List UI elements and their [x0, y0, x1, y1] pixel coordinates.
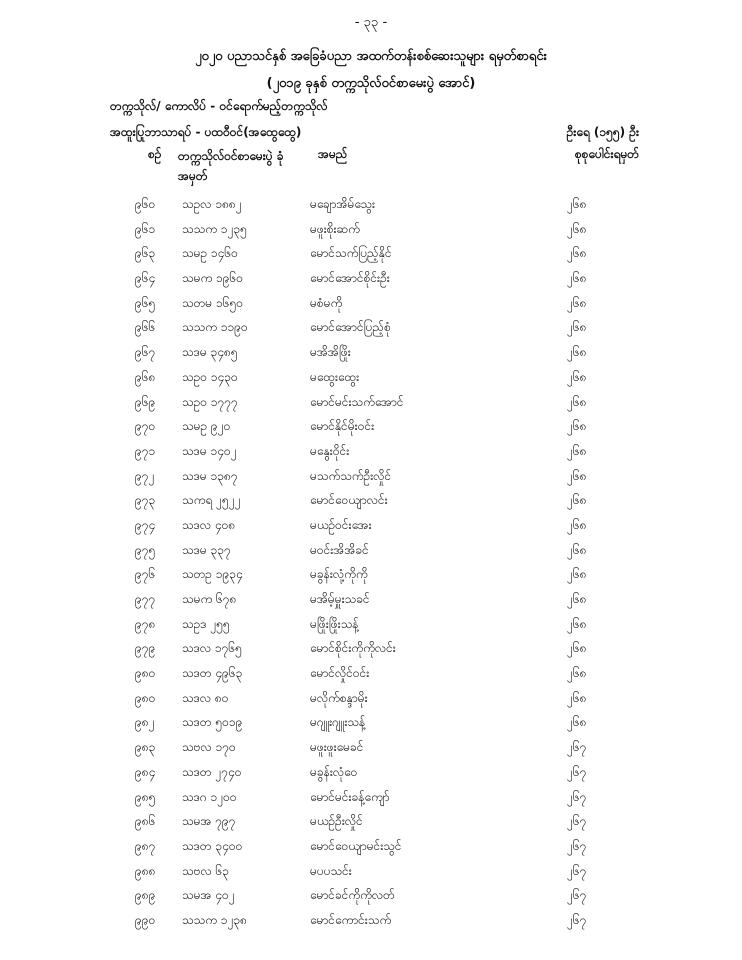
row-roll-number: သဥဝ ၁၇၇၇	[182, 394, 238, 409]
list-item	[0, 270, 742, 295]
row-name: မအိမ့်မှူးသခင်	[310, 592, 370, 606]
list-item	[0, 492, 742, 517]
row-score: ၂၆၈	[567, 517, 587, 532]
row-name: မဝင်းအိအိခင်	[310, 542, 369, 557]
header-name: အမည်	[318, 147, 348, 161]
list-item	[0, 863, 742, 888]
list-item	[0, 369, 742, 394]
row-roll-number: သဒတ ၃၄၀၀	[182, 838, 243, 853]
page-title: ၂၀၂၀ ပညာသင်နှစ် အခြေခံပညာ အထက်တန်းစစ်ဆေးသူများ ရမှတ်စာရင်း	[195, 49, 547, 64]
row-score: ၂၆၇	[567, 888, 587, 903]
list-item	[0, 591, 742, 616]
row-serial: ၉၈၃	[135, 740, 156, 755]
row-roll-number: သဗလ ၆၃	[182, 863, 230, 878]
list-item	[0, 739, 742, 764]
row-roll-number: သကရ ၂၅၂၂	[182, 493, 241, 508]
row-name: မောင်အောင်စိုင်းဦး	[310, 271, 390, 286]
list-item	[0, 344, 742, 369]
row-score: ၂၆၈	[567, 271, 587, 286]
row-name: မောင်မင်းခန့်ကျော်	[310, 789, 390, 804]
list-item	[0, 319, 742, 344]
list-item	[0, 764, 742, 789]
row-name: မယဉ်ဝင်းအေး	[310, 517, 372, 532]
row-score: ၂၆၇	[567, 789, 587, 804]
row-name: မခွန်းလုံ့ကိုကို	[310, 567, 368, 582]
row-score: ၂၆၈	[567, 443, 587, 458]
row-serial: ၉၇၂	[135, 468, 155, 483]
list-item	[0, 221, 742, 246]
row-score: ၂၆၈	[567, 690, 587, 705]
row-serial: ၉၇၅	[135, 542, 156, 557]
row-score: ၂၆၈	[567, 616, 587, 631]
row-score: ၂၆၈	[567, 567, 587, 582]
row-score: ၂၆၈	[567, 592, 587, 606]
row-name: မောင်ဝေယျာမင်းသွင်	[310, 838, 402, 853]
row-serial: ၉၆၁	[135, 221, 156, 236]
header-serial: စဉ်	[148, 147, 162, 161]
list-item	[0, 418, 742, 443]
row-roll-number: သဥဒ ၂၅၅	[182, 616, 230, 631]
row-name: မောင်ဝေယျာလင်း	[310, 493, 388, 508]
row-serial: ၉၇၉	[135, 641, 156, 656]
list-item	[0, 468, 742, 493]
row-serial: ၉၆၄	[135, 271, 156, 286]
row-score: ၂၆၈	[567, 221, 587, 236]
row-serial: ၉၇၁	[135, 443, 156, 458]
row-roll-number: သတမ ၁၆၅၀	[182, 295, 243, 310]
row-score: ၂၆၇	[567, 740, 587, 755]
row-roll-number: သဒမ ၃၄၈၅	[182, 345, 238, 360]
row-name: မလိုက်စန္ဒာမိုး	[310, 690, 368, 705]
row-serial: ၉၇၇	[135, 592, 156, 606]
row-roll-number: သဗလ ၁၇၀	[182, 740, 236, 755]
row-roll-number: သဒဂ ၁၂၀၀	[182, 789, 237, 804]
row-roll-number: သဒလ ၁၇၆၅	[182, 641, 242, 656]
row-serial: ၉၈၇	[135, 838, 156, 853]
list-item	[0, 813, 742, 838]
row-serial: ၉၆၀	[135, 197, 156, 211]
row-name: မောင်နိုင်မိုးဝင်း	[310, 419, 375, 434]
list-item	[0, 517, 742, 542]
university-line: တက္ကသိုလ်/ ကောလိပ် - ဝင်ရောက်မည့်တက္ကသိုလ်	[110, 99, 328, 113]
row-score: ၂၆၇	[567, 814, 587, 829]
row-name: မောင်လှိုင်ဝင်း	[310, 666, 370, 681]
row-score: ၂၆၈	[567, 542, 587, 557]
row-name: မောင်စိုင်းကိုကိုလင်း	[310, 641, 396, 656]
row-serial: ၉၆၉	[135, 394, 156, 409]
row-serial: ၉၈၀	[135, 666, 156, 681]
row-name: မနွေးဝိုင်း	[310, 443, 350, 458]
row-name: မောင်အောင်ပြည့်စုံ	[310, 320, 391, 335]
row-score: ၂၆၈	[567, 345, 587, 360]
list-item	[0, 887, 742, 912]
row-serial: ၉၈၉	[135, 888, 156, 903]
row-name: မခွန်းလုံဝေ	[310, 764, 358, 779]
row-serial: ၉၉၀	[135, 912, 156, 927]
row-name: မချောအိမ်သွေး	[310, 197, 376, 211]
row-name: မဖြိုးဖြိုးသန့်	[310, 616, 359, 631]
row-roll-number: သဒမ ၁၃၈၇	[182, 468, 238, 483]
row-score: ၂၆၈	[567, 419, 587, 434]
list-item	[0, 443, 742, 468]
row-score: ၂၆၈	[567, 369, 587, 384]
row-score: ၂၆၈	[567, 197, 587, 211]
row-name: မောင်မင်းသက်အောင်	[310, 394, 404, 409]
list-item	[0, 640, 742, 665]
row-score: ၂၆၇	[567, 912, 587, 927]
list-item	[0, 394, 742, 419]
row-roll-number: သမဥ ၁၄၆၀	[182, 246, 238, 261]
row-roll-number: သဒတ ၄၉၆၃	[182, 666, 243, 681]
row-serial: ၉၈၆	[135, 814, 156, 829]
row-roll-number: သမအ ၇၉၇	[182, 814, 236, 829]
list-item	[0, 245, 742, 270]
row-roll-number: သဒမ ၃၃၇	[182, 542, 231, 557]
row-score: ၂၆၈	[567, 715, 587, 730]
row-score: ၂၆၈	[567, 394, 587, 409]
row-roll-number: သဒလ ၄၀၈	[182, 517, 236, 532]
row-serial: ၉၈၅	[135, 789, 156, 804]
list-item	[0, 789, 742, 814]
row-name: မအိအိဖြိုး	[310, 345, 351, 360]
header-roll-number: တက္ကသိုလ်ဝင်စာမေးပွဲ ခုံအမှတ်	[178, 149, 284, 183]
row-score: ၂၆၈	[567, 320, 587, 335]
row-serial: ၉၆၇	[135, 345, 156, 360]
list-item	[0, 912, 742, 937]
row-roll-number: သဒတ ၅၀၁၉	[182, 715, 243, 730]
row-serial: ၉၆၈	[135, 369, 156, 384]
row-score: ၂၆၈	[567, 493, 587, 508]
row-serial: ၉၇၃	[135, 493, 156, 508]
list-item	[0, 566, 742, 591]
row-serial: ၉၇၀	[135, 419, 156, 434]
row-serial: ၉၈၈	[135, 863, 156, 878]
list-item	[0, 690, 742, 715]
row-roll-number: သသက ၁၁၉၀	[182, 320, 248, 335]
row-roll-number: သမအ ၄၀၂	[182, 888, 235, 903]
row-score: ၂၆၈	[567, 246, 587, 261]
row-roll-number: သသက ၁၂၃၈	[182, 912, 248, 927]
list-item	[0, 665, 742, 690]
row-name: မဖူးစိုးဆက်	[310, 221, 360, 236]
count-label: ဦးရေ (၁၅၅) ဦး	[566, 125, 639, 139]
row-serial: ၉၆၅	[135, 295, 156, 310]
row-name: မောင်သက်ပြည့်နိုင်	[310, 246, 392, 261]
row-name: မထွေးထွေး	[310, 369, 360, 384]
list-item	[0, 616, 742, 641]
row-serial: ၉၈၀	[135, 690, 156, 705]
row-roll-number: သမဥ ၉၂၀	[182, 419, 231, 434]
row-serial: ၉၆၆	[135, 320, 156, 335]
row-score: ၂၆၈	[567, 468, 587, 483]
row-name: မသက်သက်ဦးလှိုင်	[310, 468, 392, 483]
row-roll-number: သဒလ ၈၀	[182, 690, 229, 705]
row-roll-number: သဒတ ၂၇၄၀	[182, 764, 242, 779]
list-item	[0, 295, 742, 320]
row-score: ၂၆၇	[567, 838, 587, 853]
row-serial: ၉၈၂	[135, 715, 155, 730]
row-score: ၂၆၇	[567, 764, 587, 779]
row-name: မောင်ခင်ကိုကိုလတ်	[310, 888, 395, 903]
row-serial: ၉၆၃	[135, 246, 156, 261]
row-serial: ၉၇၄	[135, 517, 156, 532]
row-score: ၂၆၈	[567, 666, 587, 681]
row-name: မောင်ကောင်းသက်	[310, 912, 392, 927]
list-item	[0, 838, 742, 863]
row-name: မဂျူးဂျူးသန့်	[310, 715, 366, 730]
row-roll-number: သတဥ ၁၉၃၄	[182, 567, 243, 582]
row-roll-number: သဥဝ ၁၄၃၀	[182, 369, 238, 384]
list-item	[0, 196, 742, 221]
results-list	[0, 196, 742, 937]
row-roll-number: သမက ၁၉၆၀	[182, 271, 244, 286]
row-serial: ၉၇၆	[135, 567, 156, 582]
page-subtitle: (၂၀၁၉ ခုနှစ် တက္ကသိုလ်ဝင်စာမေးပွဲ အောင်)	[266, 76, 476, 91]
row-name: မစံမကို	[310, 295, 343, 310]
header-total-score: စုစုပေါင်းရမှတ်	[574, 147, 639, 161]
row-serial: ၉၈၄	[135, 764, 156, 779]
specialization-line: အထူးပြုဘာသာရပ် - ပထဝီဝင်(အထွေထွေ)	[110, 125, 302, 139]
row-name: မဖူးဖူးမေခင်	[310, 740, 364, 755]
row-roll-number: သဥလ ၁၈၈၂	[182, 197, 242, 211]
row-score: ၂၆၈	[567, 641, 587, 656]
row-score: ၂၆၇	[567, 863, 587, 878]
row-serial: ၉၇၈	[135, 616, 156, 631]
row-name: မယဉ်ဦးလှိုင်	[310, 814, 363, 829]
list-item	[0, 542, 742, 567]
row-roll-number: သဒမ ၁၄၀၂	[182, 443, 237, 458]
row-score: ၂၆၈	[567, 295, 587, 310]
row-name: မပပသင်း	[310, 863, 352, 878]
row-roll-number: သသက ၁၂၃၅	[182, 221, 247, 236]
page-number: - ၃၃ -	[354, 15, 388, 30]
list-item	[0, 714, 742, 739]
row-roll-number: သမက ၆၇၈	[182, 592, 237, 606]
